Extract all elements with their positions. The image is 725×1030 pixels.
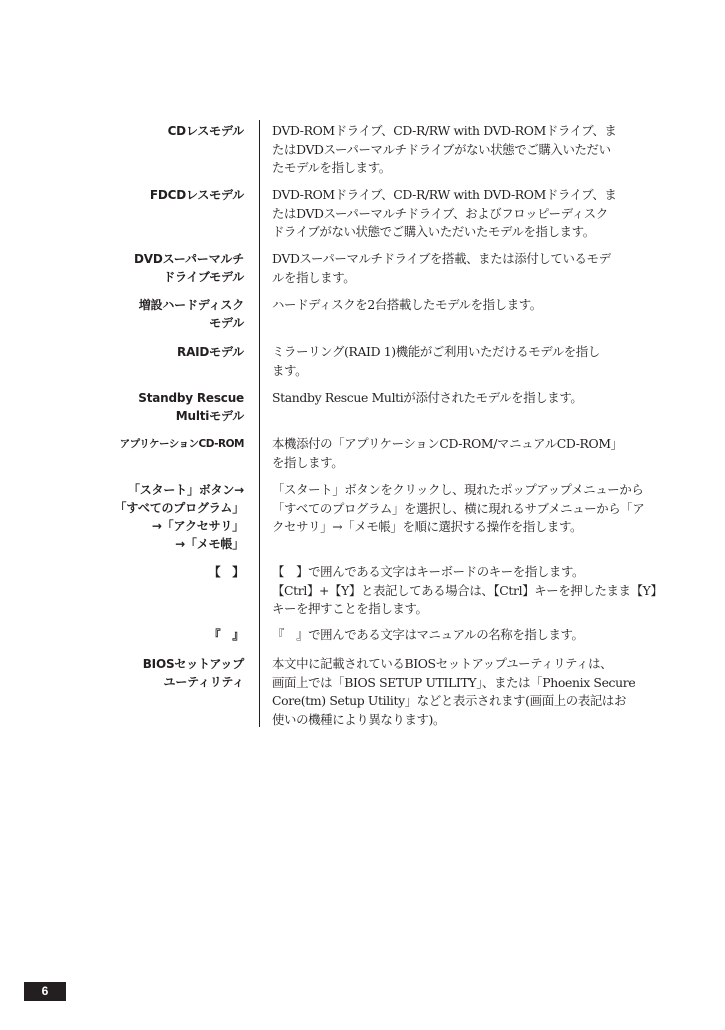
desc-line: DVD-ROMドライブ、CD-R/RW with DVD-ROMドライブ、ま <box>272 187 617 202</box>
desc-line: ハードディスクを2台搭載したモデルを指します。 <box>272 297 542 312</box>
desc-line: たはDVDスーパーマルチドライブがない状態でご購入いただい <box>272 141 611 157</box>
term-fdcd-less-model <box>90 186 244 204</box>
column-divider <box>259 120 260 727</box>
desc-application-cd-rom <box>272 435 657 472</box>
term-line: 『 』 <box>208 628 244 642</box>
desc-manual-brackets <box>272 626 657 645</box>
desc-line: 「すべてのプログラム」を選択し、横に現れるサブメニューから「ア <box>272 500 645 516</box>
term-line: RAIDモデル <box>177 345 244 359</box>
desc-standby-rescue-model <box>272 389 657 408</box>
desc-line: DVD-ROMドライブ、CD-R/RW with DVD-ROMドライブ、ま <box>272 123 617 138</box>
desc-line: 『 』で囲んである文字はマニュアルの名称を指します。 <box>272 627 584 642</box>
desc-start-menu-path <box>272 481 657 537</box>
desc-line: 【Ctrl】+【Y】と表記してある場合は、【Ctrl】キーを押したまま【Y】 <box>272 582 663 598</box>
term-line: モデル <box>209 316 244 330</box>
term-start-menu-path <box>90 481 244 553</box>
desc-line: 本機添付の「アプリケーションCD-ROM/マニュアルCD-ROM」 <box>272 436 623 451</box>
desc-dvd-super-multi-model <box>272 250 657 287</box>
desc-line: DVDスーパーマルチドライブを搭載、または添付しているモデ <box>272 251 611 266</box>
term-line: CDレスモデル <box>167 124 244 138</box>
desc-line: キーを押すことを指します。 <box>272 601 428 616</box>
desc-line: 画面上では「BIOS SETUP UTILITY」、または「Phoenix Secure <box>272 674 636 690</box>
desc-line: ルを指します。 <box>272 269 356 285</box>
desc-additional-hdd-model <box>272 296 657 315</box>
term-line: ユーティリティ <box>163 675 244 689</box>
page-number: 6 <box>24 982 66 1001</box>
desc-line: を指します。 <box>272 454 344 470</box>
term-line: 「スタート」ボタン→ <box>127 483 244 497</box>
term-line: →「アクセサリ」 <box>151 519 244 533</box>
desc-line: 【 】で囲んである文字はキーボードのキーを指します。 <box>272 564 585 579</box>
term-application-cd-rom <box>90 435 244 453</box>
desc-line: ドライブがない状態でご購入いただいたモデルを指します。 <box>272 224 595 239</box>
term-dvd-super-multi-model <box>90 250 244 286</box>
desc-raid-model <box>272 343 657 380</box>
desc-bios-setup-utility <box>272 655 657 729</box>
desc-line: ます。 <box>272 362 308 378</box>
term-line: 増設ハードディスク <box>138 298 244 312</box>
desc-line: 使いの機種により異なります)。 <box>272 711 446 727</box>
desc-line: ミラーリング(RAID 1)機能がご利用いただけるモデルを指し <box>272 344 600 359</box>
desc-cd-less-model <box>272 122 657 178</box>
term-additional-hdd-model <box>90 296 244 332</box>
term-raid-model <box>90 343 244 361</box>
term-line: FDCDレスモデル <box>149 188 244 202</box>
term-line: アプリケーションCD-ROM <box>119 438 244 450</box>
desc-line: たモデルを指します。 <box>272 160 391 175</box>
term-line: 【 】 <box>208 565 244 579</box>
desc-line: たはDVDスーパーマルチドライブ、およびフロッピーディスク <box>272 205 608 221</box>
desc-line: Standby Rescue Multiが添付されたモデルを指します。 <box>272 390 583 405</box>
desc-line: クセサリ」→「メモ帳」を順に選択する操作を指します。 <box>272 519 583 534</box>
term-line: 「すべてのプログラム」 <box>114 501 244 515</box>
desc-key-brackets <box>272 563 663 619</box>
term-line: ドライブモデル <box>163 270 244 284</box>
term-cd-less-model <box>90 122 244 140</box>
desc-line: Core(tm) Setup Utility」などと表示されます(画面上の表記はお <box>272 693 626 708</box>
term-key-brackets <box>90 563 244 581</box>
term-line: →「メモ帳」 <box>175 537 244 551</box>
term-line: DVDスーパーマルチ <box>133 252 244 266</box>
desc-line: 本文中に記載されているBIOSセットアップユーティリティは、 <box>272 656 613 671</box>
term-line: Multiモデル <box>175 409 244 423</box>
desc-fdcd-less-model <box>272 186 657 242</box>
term-standby-rescue-model <box>90 389 244 425</box>
term-manual-brackets <box>90 626 244 644</box>
term-line: Standby Rescue <box>138 391 244 405</box>
term-bios-setup-utility <box>90 655 244 691</box>
desc-line: 「スタート」ボタンをクリックし、現れたポップアップメニューから <box>272 482 644 497</box>
term-line: BIOSセットアップ <box>142 657 244 671</box>
